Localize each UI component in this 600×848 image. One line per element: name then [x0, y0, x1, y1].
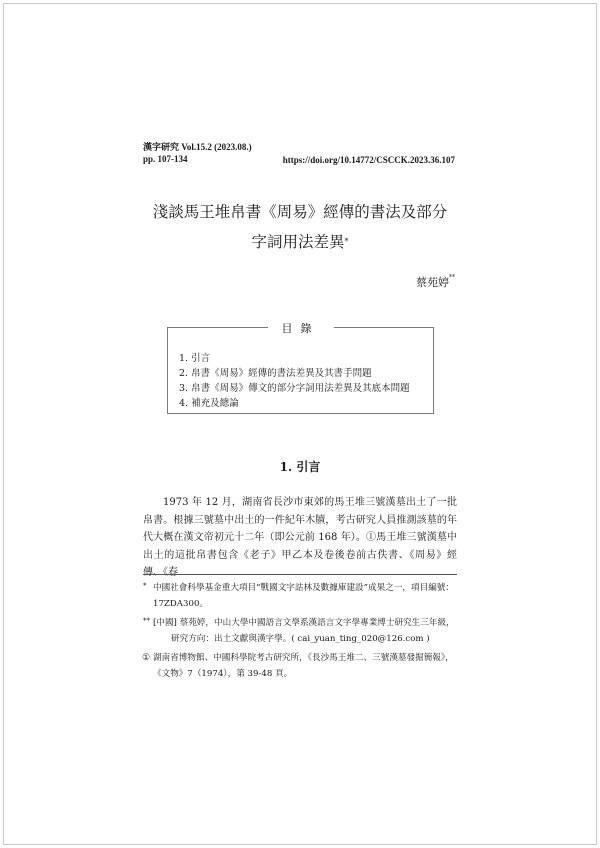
footnote-mark: **	[143, 617, 150, 625]
footnote	[143, 615, 457, 647]
footnote-text: 中國社會科學基金重大項目“戰國文字詁林及數據庫建設”成果之一，項目編號：17ZDA300。	[153, 583, 454, 609]
footnote	[143, 650, 457, 682]
footnote-mark: *	[143, 582, 147, 590]
page-range: pp. 107-134	[143, 154, 188, 164]
footnote-text: 湖南省博物館、中國科學院考古研究所，《長沙馬王堆二、三號漢墓發掘簡報》，《文物》7（1974），第 39-48 頁。	[153, 653, 454, 679]
title-line-2-text: 字詞用法差異	[251, 233, 345, 251]
toc-item[interactable]: 4. 補充及總論	[179, 398, 239, 409]
author-name: 蔡苑婷	[416, 276, 449, 289]
journal-header	[143, 141, 252, 165]
paragraph: 1973 年 12 月，湖南省長沙市東郊的馬王堆三號漢墓出土了一批帛書。根據三號墓中出土的一件紀年木牘，考古研究人員推測該墓的年代大概在漢文帝初元十二年（即公元前 168 年）。①馬王堆三號漢墓中出土的這批帛書包含《老子》甲乙本及卷後卷前古佚書、《周易》經傳、《春	[143, 497, 457, 579]
toc-list	[179, 351, 410, 411]
author	[416, 274, 455, 290]
section-heading: 1. 引言	[279, 460, 321, 474]
author-footnote-mark[interactable]: **	[449, 274, 455, 281]
title-line-1: 淺談馬王堆帛書《周易》經傳的書法及部分	[152, 203, 448, 221]
title-footnote-mark[interactable]: *	[344, 237, 349, 246]
footnotes	[143, 580, 457, 685]
body-text	[143, 494, 457, 582]
page-frame	[3, 3, 597, 845]
toc-item[interactable]: 1. 引言	[179, 353, 211, 364]
footnote-text: [中國] 蔡苑婷，中山大學中國語言文學系漢語言文字學專業博士研究生三年級，	[153, 618, 455, 628]
paper-title	[100, 197, 500, 257]
doi-link[interactable]: https://doi.org/10.14772/CSCCK.2023.36.107	[282, 155, 455, 165]
title-line-2	[100, 227, 500, 257]
footnote	[143, 580, 457, 612]
toc-item[interactable]: 2. 帛書《周易》經傳的書法差異及其書手問題	[179, 368, 372, 379]
footnote-divider	[143, 574, 457, 575]
toc-item[interactable]: 3. 帛書《周易》傳文的部分字詞用法差異及其底本問題	[179, 383, 410, 394]
journal-info: 漢字研究 Vol.15.2 (2023.08.)	[143, 142, 252, 152]
footnote-text-continued: 研究方向：出土文獻與漢字學。( cai_yuan_ting_020@126.com )	[171, 634, 430, 644]
table-of-contents	[167, 322, 434, 414]
footnote-mark: ①	[142, 653, 151, 663]
toc-heading: 目錄	[268, 320, 334, 336]
